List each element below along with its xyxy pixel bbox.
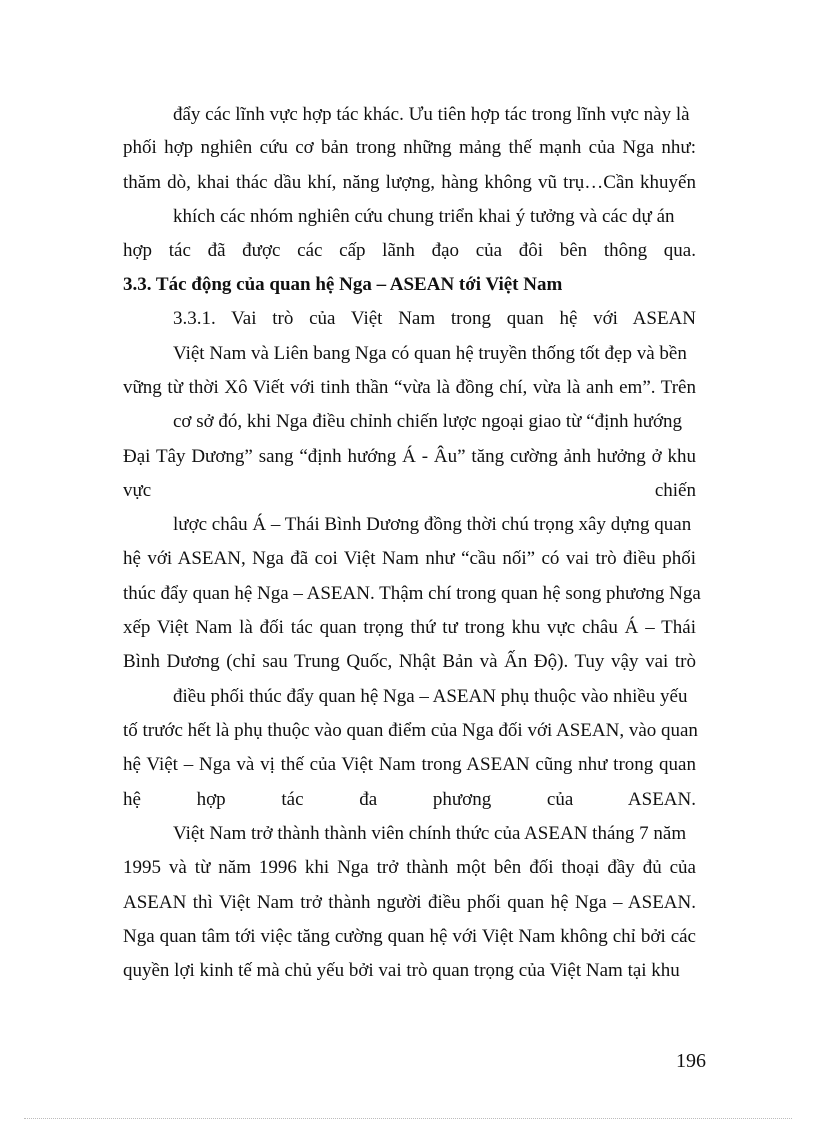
text-line: thăm dò, khai thác dầu khí, năng lượng, hàng không vũ trụ…Cần khuyến <box>123 172 696 193</box>
text-line: Bình Dương (chỉ sau Trung Quốc, Nhật Bản và Ấn Độ). Tuy vậy vai trò <box>123 651 696 672</box>
text-line: ASEAN thì Việt Nam trở thành người điều phối quan hệ Nga – ASEAN. <box>123 892 696 913</box>
text-line: hệ với ASEAN, Nga đã coi Việt Nam như “cầu nối” có vai trò điều phối <box>123 548 696 569</box>
text-line: Việt Nam trở thành thành viên chính thức của ASEAN tháng 7 năm <box>173 823 687 844</box>
text-line: hệ Việt – Nga và vị thế của Việt Nam trong ASEAN cũng như trong quan <box>123 754 696 775</box>
page-number: 196 <box>676 1050 706 1072</box>
text-line: quyền lợi kinh tế mà chủ yếu bởi vai trò quan trọng của Việt Nam tại khu <box>123 960 680 981</box>
text-line: cơ sở đó, khi Nga điều chỉnh chiến lược ngoại giao từ “định hướng <box>173 411 683 432</box>
text-line: hợp tác đã được các cấp lãnh đạo của đôi bên thông qua. <box>123 240 696 261</box>
text-line: hệ hợp tác đa phương của ASEAN. <box>123 789 696 810</box>
text-line: điều phối thúc đẩy quan hệ Nga – ASEAN phụ thuộc vào nhiều yếu <box>173 686 688 707</box>
text-line: lược châu Á – Thái Bình Dương đồng thời chú trọng xây dựng quan <box>173 514 692 535</box>
text-line: 1995 và từ năm 1996 khi Nga trở thành một bên đối thoại đầy đủ của <box>123 857 696 878</box>
section-heading: 3.3. Tác động của quan hệ Nga – ASEAN tới Việt Nam <box>123 274 563 295</box>
text-line: đẩy các lĩnh vực hợp tác khác. Ưu tiên hợp tác trong lĩnh vực này là <box>173 104 690 125</box>
text-line: vững từ thời Xô Viết với tinh thần “vừa là đồng chí, vừa là anh em”. Trên <box>123 377 696 398</box>
text-line: tố trước hết là phụ thuộc vào quan điểm của Nga đối với ASEAN, vào quan <box>123 720 698 741</box>
text-line: khích các nhóm nghiên cứu chung triển khai ý tưởng và các dự án <box>173 206 675 227</box>
text-line: phối hợp nghiên cứu cơ bản trong những mảng thế mạnh của Nga như: <box>123 137 696 158</box>
text-line: Việt Nam và Liên bang Nga có quan hệ truyền thống tốt đẹp và bền <box>173 343 687 364</box>
subsection-heading: 3.3.1. Vai trò của Việt Nam trong quan hệ với ASEAN <box>173 308 696 329</box>
text-line: vực chiến <box>123 480 696 501</box>
page-bottom-divider <box>24 1118 792 1119</box>
text-line: Đại Tây Dương” sang “định hướng Á - Âu” tăng cường ảnh hưởng ở khu <box>123 446 696 467</box>
text-line: xếp Việt Nam là đối tác quan trọng thứ tư trong khu vực châu Á – Thái <box>123 617 696 638</box>
text-line: thúc đẩy quan hệ Nga – ASEAN. Thậm chí trong quan hệ song phương Nga <box>123 583 701 604</box>
text-line: Nga quan tâm tới việc tăng cường quan hệ với Việt Nam không chỉ bởi các <box>123 926 696 947</box>
